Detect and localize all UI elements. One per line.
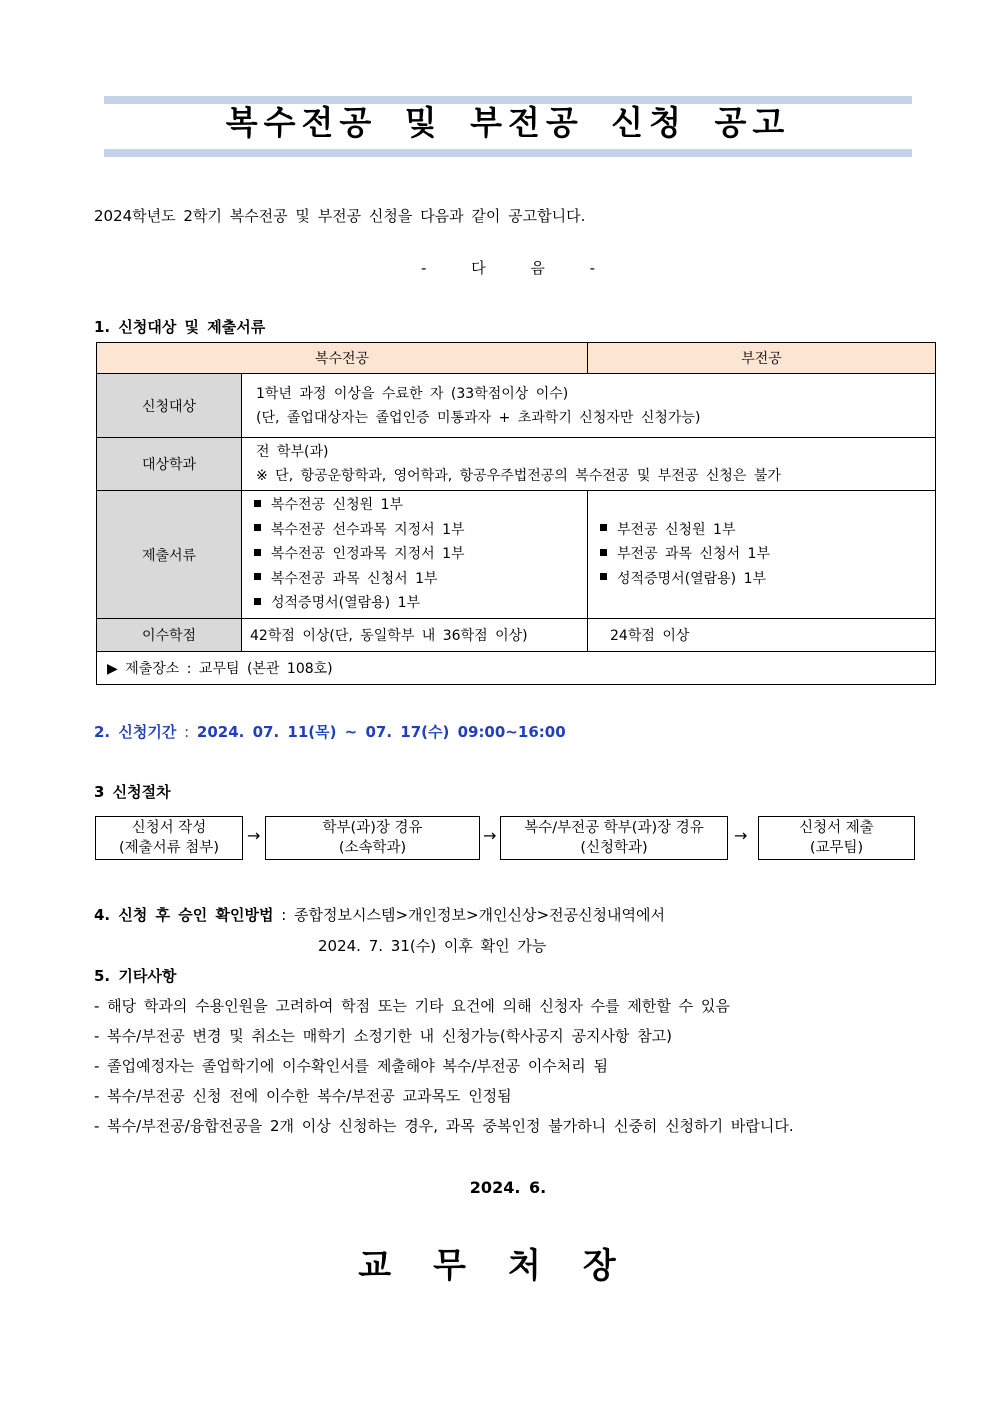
misc-item: - 해당 학과의 수용인원을 고려하여 학점 또는 기타 요건에 의해 신청자 수를 제한할 수 있음 [94,997,730,1015]
list-item: 부전공 신청원 1부 [600,518,935,543]
row-value-dept [242,438,936,491]
application-period [94,721,566,742]
credits-double-major: 42학점 이상(단, 동일학부 내 36학점 이상) [242,619,588,652]
bullet-icon [254,549,261,556]
dagum-text: - 다 음 - [420,259,596,277]
arrow-right-icon: → [247,826,261,845]
approval-method [94,904,665,925]
docs-minor [588,491,936,619]
misc-item: - 복수/부전공/융합전공을 2개 이상 신청하는 경우, 과목 중복인정 불가하니 신중히 신청하기 바랍니다. [94,1117,794,1135]
list-item: 성적증명서(열람용) 1부 [600,567,935,592]
target-line2: (단, 졸업대상자는 졸업인증 미통과자 + 초과학기 신청자만 신청가능) [256,409,701,426]
bullet-icon [600,549,607,556]
misc-item: - 복수/부전공 변경 및 취소는 매학기 소정기한 내 신청가능(학사공지 공지사항 참고) [94,1027,673,1045]
list-item: 성적증명서(열람용) 1부 [254,591,587,616]
flow-step-3: 복수/부전공 학부(과)장 경유 (신청학과) [500,816,728,860]
list-item: 복수전공 인정과목 지정서 1부 [254,542,587,567]
bullet-icon [254,500,261,507]
dept-line2: ※ 단, 항공운항학과, 영어학과, 항공우주법전공의 복수전공 및 부전공 신청은 불가 [256,468,781,484]
target-line1: 1학년 과정 이상을 수료한 자 (33학점이상 이수) [256,385,569,402]
flow-step-2: 학부(과)장 경유 (소속학과) [265,816,480,860]
period-value: 2024. 07. 11(목) ~ 07. 17(수) 09:00~16:00 [196,723,566,741]
row-label-target: 신청대상 [97,374,242,438]
approval-date: 2024. 7. 31(수) 이후 확인 가능 [318,937,547,955]
credits-minor: 24학점 이상 [588,619,936,652]
submission-place: ▶ 제출장소 : 교무팀 (본관 108호) [97,652,936,685]
approval-label: 4. 신청 후 승인 확인방법 [94,906,274,924]
bullet-icon [600,573,607,580]
header-double-major: 복수전공 [97,343,588,374]
notice-date: 2024. 6. [469,1178,547,1197]
signer: 교무처장 [358,1246,658,1286]
section5-heading: 5. 기타사항 [94,967,177,985]
section1-heading: 1. 신청대상 및 제출서류 [94,318,266,336]
requirements-table [96,342,936,685]
bullet-icon [254,573,261,580]
flow-step-1: 신청서 작성 (제출서류 첨부) [95,816,243,860]
period-separator: : [176,723,197,741]
list-item: 복수전공 과목 신청서 1부 [254,567,587,592]
list-item: 복수전공 선수과목 지정서 1부 [254,518,587,543]
arrow-right-icon: → [483,826,497,845]
row-label-docs: 제출서류 [97,491,242,619]
bullet-icon [600,524,607,531]
row-label-dept: 대상학과 [97,438,242,491]
misc-item: - 복수/부전공 신청 전에 이수한 복수/부전공 교과목도 인정됨 [94,1087,512,1105]
row-label-credits: 이수학점 [97,619,242,652]
approval-text: : 종합정보시스템>개인정보>개인신상>전공신청내역에서 [273,906,666,924]
period-label: 2. 신청기간 [94,723,177,741]
title-bar-bottom [104,149,912,157]
list-item: 복수전공 신청원 1부 [254,493,587,518]
dept-line1: 전 학부(과) [256,444,329,460]
header-minor: 부전공 [588,343,936,374]
flow-step-4: 신청서 제출 (교무팀) [758,816,915,860]
docs-double-major [242,491,588,619]
list-item: 부전공 과목 신청서 1부 [600,542,935,567]
bullet-icon [254,524,261,531]
section3-heading: 3 신청절차 [94,783,171,801]
arrow-right-icon: → [734,826,748,845]
misc-item: - 졸업예정자는 졸업학기에 이수확인서를 제출해야 복수/부전공 이수처리 됨 [94,1057,609,1075]
intro-text: 2024학년도 2학기 복수전공 및 부전공 신청을 다음과 같이 공고합니다. [94,207,586,225]
row-value-target [242,374,936,438]
bullet-icon [254,598,261,605]
page-title: 복수전공 및 부전공 신청 공고 [225,103,791,142]
